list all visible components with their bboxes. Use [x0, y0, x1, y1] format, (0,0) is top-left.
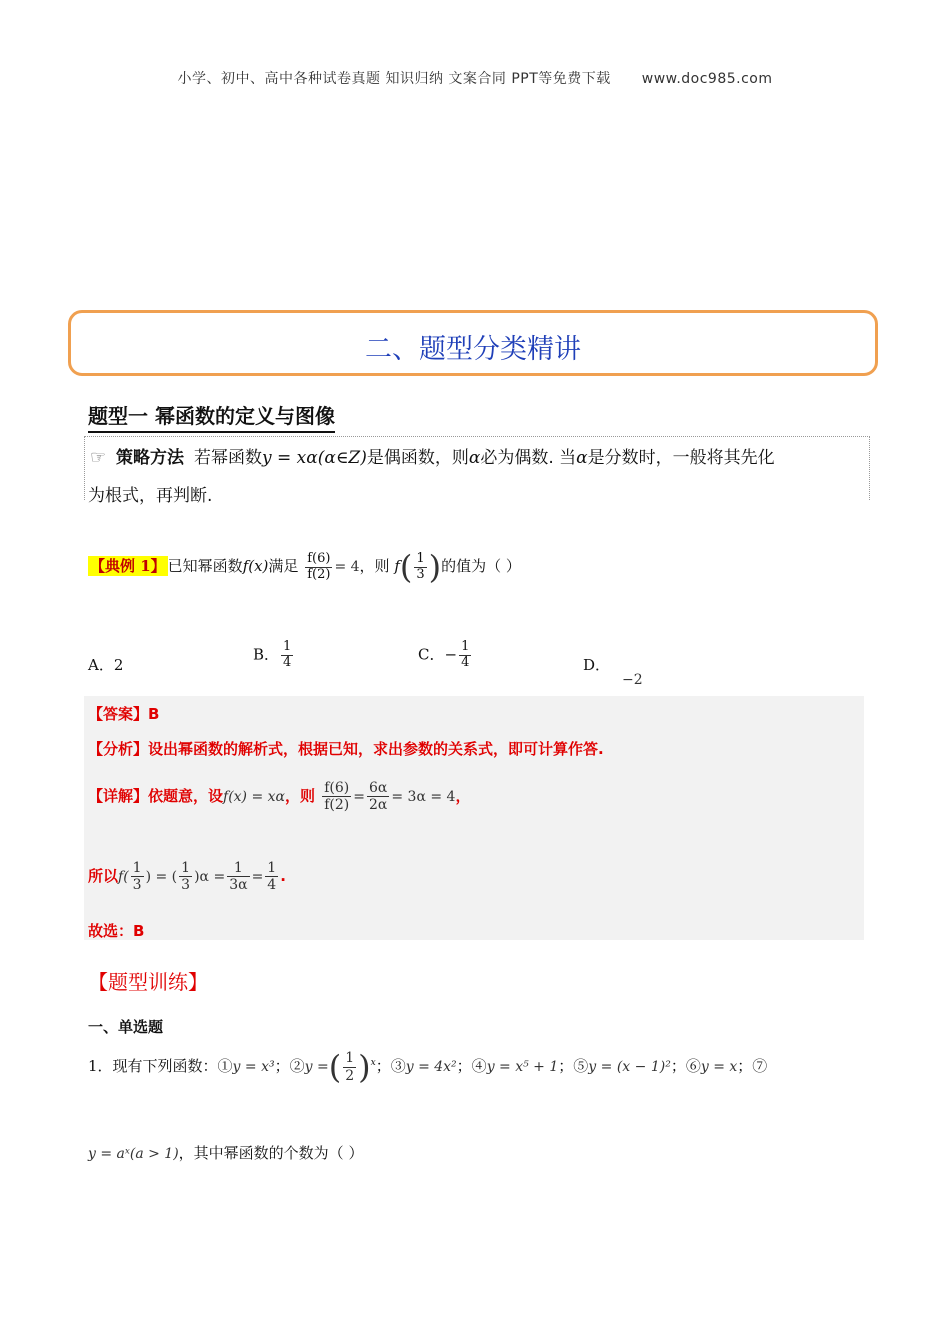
alpha-symbol-2: α — [576, 448, 588, 468]
option-d[interactable]: D．−2 — [583, 656, 643, 688]
strategy-text-d: 是分数时，一般将其先化 — [587, 448, 775, 468]
so-line: 所以f( $\frac{1}{3}$ ) = ( $\frac{1}{3}$ )α = $\frac{1}{3\alpha}$ = $\frac{1}{4}$ . — [88, 860, 286, 894]
question-1-line-2: y = aˣ(a > 1)，其中幂函数的个数为（ ） — [88, 1144, 364, 1162]
example-text-a: 已知幂函数 — [167, 557, 243, 575]
section-title: 二、题型分类精讲 — [365, 334, 581, 365]
example-text-b: 满足 — [268, 557, 299, 575]
strategy-text-a: 若幂函数 — [194, 448, 262, 468]
option-c[interactable]: C．− $\frac{1}{4}$ — [418, 639, 470, 670]
header-url[interactable]: www.doc985.com — [641, 71, 773, 87]
final-answer: 故选：B — [88, 922, 145, 940]
detail-line: 【详解】依题意，设f(x) = xα，则 $\frac{f(6)}{f(2)}$ = $\frac{6\alpha}{2\alpha}$ = 3α = 4， — [88, 780, 471, 814]
example-fx: f(x) — [242, 557, 269, 575]
option-a[interactable]: A．2 — [88, 656, 124, 674]
example-text-d: 的值为（ ） — [441, 557, 521, 575]
header-text: 小学、初中、高中各种试卷真题 知识归纳 文案合同 PPT等免费下载 — [177, 71, 611, 87]
strategy-text-b: 是偶函数，则 — [366, 448, 469, 468]
alpha-symbol: α — [468, 448, 481, 468]
pointing-hand-icon: ☞ — [90, 447, 107, 468]
single-choice-heading: 一、单选题 — [88, 1018, 164, 1036]
site-header — [0, 68, 950, 88]
strategy-line-2: 为根式，再判断. — [88, 486, 213, 506]
strategy-formula: y = xα(α∈Z) — [262, 448, 367, 468]
strategy-label: 策略方法 — [116, 448, 184, 468]
training-heading: 【题型训练】 — [88, 970, 208, 994]
condition-rhs: = 4 — [334, 559, 360, 575]
example-tag: 【典例 1】 — [90, 557, 166, 575]
condition-fraction: $\frac{f(6)}{f(2)}$ — [307, 550, 331, 582]
type-heading: 题型一 幂函数的定义与图像 — [88, 400, 335, 433]
analysis-line: 【分析】设出幂函数的解析式，根据已知，求出参数的关系式，即可计算作答. — [88, 740, 604, 758]
answer-panel — [84, 696, 864, 940]
example-1: 【典例 1】 已知幂函数f(x)满足 $\frac{f(6)}{f(2)}$ = 4，则 f( $\frac{1}{3}$ )的值为（ ） — [90, 548, 521, 586]
strategy-line-1 — [90, 443, 775, 468]
answer-line: 【答案】B — [88, 705, 160, 723]
option-b[interactable]: B． $\frac{1}{4}$ — [253, 639, 292, 670]
argument-fraction: $\frac{1}{3}$ — [416, 550, 425, 582]
strategy-text-c: 必为偶数. 当 — [480, 448, 577, 468]
example-text-c: ，则 — [359, 557, 390, 575]
example-f: f — [394, 557, 400, 575]
question-1-line-1: 1．现有下列函数：①y = x³；②y =( $\frac{1}{2}$ )$^x$；③y = 4x²；④y = x⁵ + 1；⑤y = (x − 1)²；⑥y = x；⑦ — [88, 1048, 768, 1086]
